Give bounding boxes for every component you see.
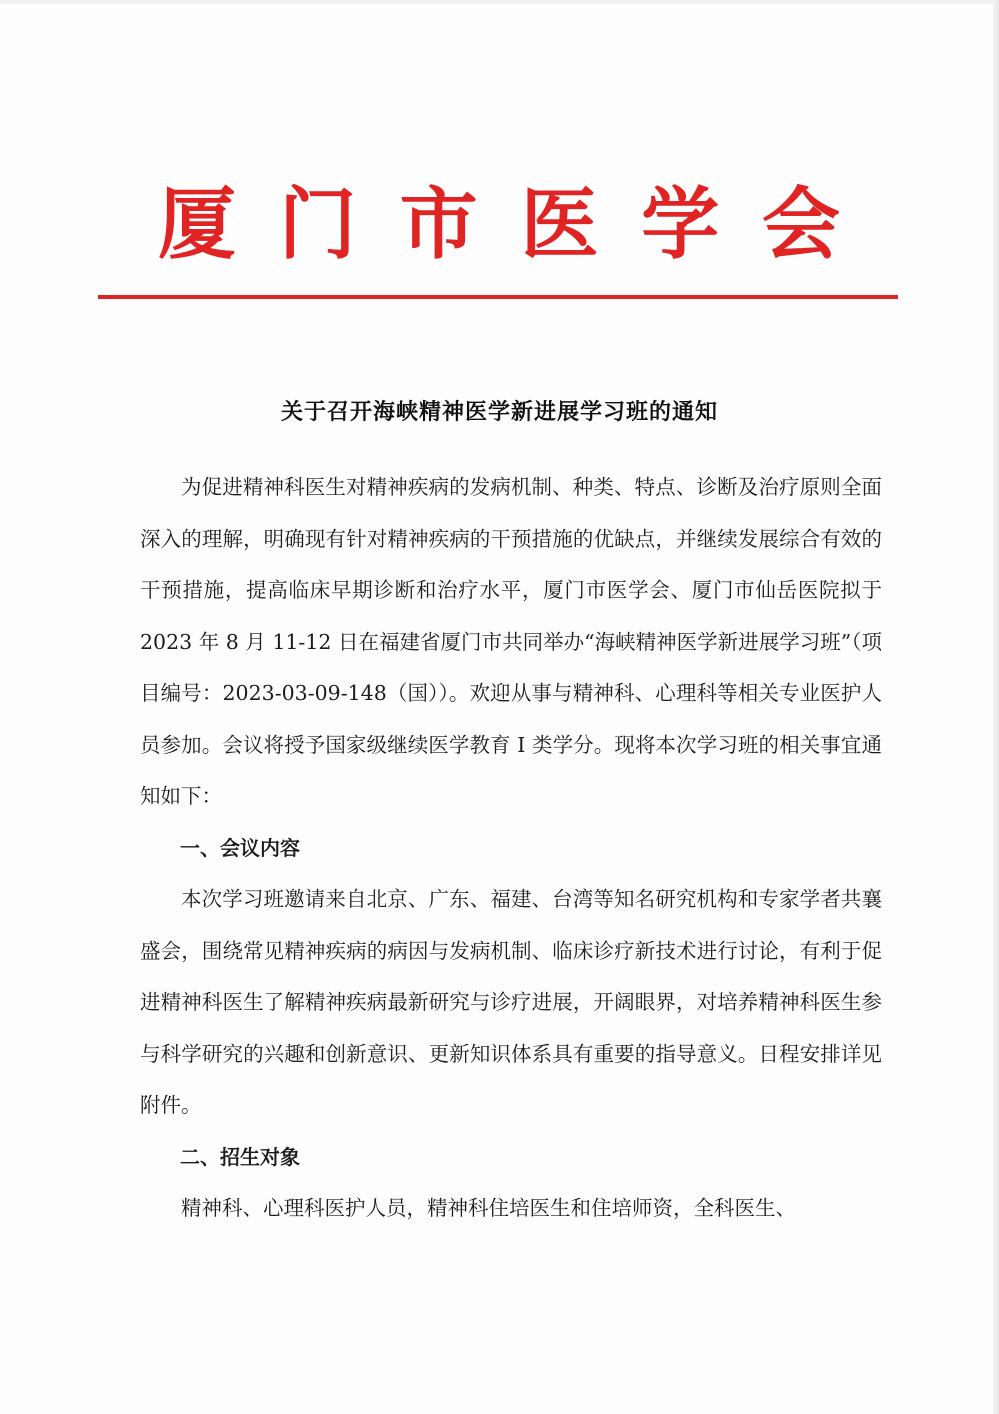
section-heading-content: 一、会议内容 (180, 835, 300, 860)
masthead-char: 会 (761, 179, 840, 270)
masthead-char: 学 (641, 179, 720, 270)
masthead (98, 175, 898, 275)
masthead-char: 医 (520, 179, 599, 270)
masthead-char: 门 (278, 179, 357, 270)
scan-edge-top (0, 0, 999, 4)
section-audience-paragraph: 精神科、心理科医护人员，精神科住培医生和住培师资，全科医生、 (181, 1196, 796, 1220)
masthead-char: 市 (399, 179, 478, 270)
masthead-char: 厦 (158, 179, 237, 270)
masthead-red-rule (98, 295, 898, 299)
scan-edge-right (993, 0, 999, 1414)
section-heading-audience: 二、招生对象 (180, 1144, 300, 1169)
document-title: 关于召开海峡精神医学新进展学习班的通知 (280, 400, 718, 425)
intro-paragraph: 为促进精神科医生对精神疾病的发病机制、种类、特点、诊断及治疗原则全面深入的理解，明确现有针对精神疾病的干预措施的优缺点，并继续发展综合有效的干预措施，提高临床早期诊断和治疗水平，厦门市医学会、厦门市仙岳医院拟于 2023 年 8 月 11-12 日在福建省厦门市共同举办“海峡精神医学新进展学习班”（项目编号：2023-03-09-148（国））。欢迎从事与精神科、心理科等相关专业医护人员参加。会议将授予国家级继续医学教育 I 类学分。现将本次学习班的相关事宜通知如下： (140, 475, 882, 808)
section-content-paragraph: 本次学习班邀请来自北京、广东、福建、台湾等知名研究机构和专家学者共襄盛会，围绕常见精神疾病的病因与发病机制、临床诊疗新技术进行讨论，有利于促进精神科医生了解精神疾病最新研究与诊疗进展，开阔眼界，对培养精神科医生参与科学研究的兴趣和创新意识、更新知识体系具有重要的指导意义。日程安排详见附件。 (140, 887, 882, 1117)
document-body (140, 462, 882, 1235)
